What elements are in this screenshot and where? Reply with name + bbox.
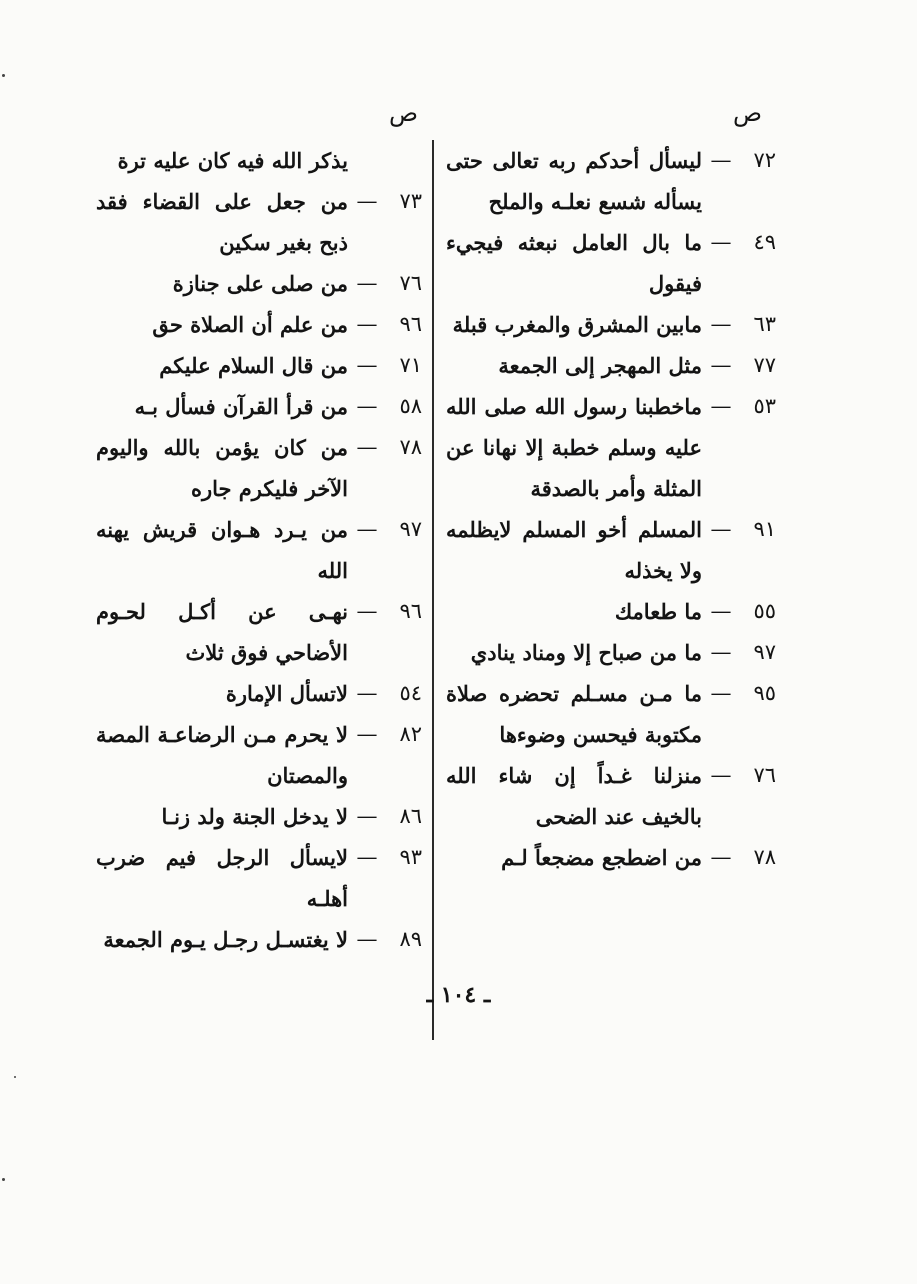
entry-text: ما طعامك — [614, 599, 702, 624]
index-entry — [96, 263, 422, 304]
index-entry — [446, 837, 776, 878]
entry-text: من كان يؤمن بالله واليوم الآخر فليكرم جاره — [96, 435, 348, 501]
entry-dash: — — [356, 681, 378, 705]
entry-page-number: ٨٩ — [399, 927, 422, 951]
left-column — [96, 140, 422, 960]
entry-dash: — — [356, 722, 378, 746]
entry-text: نهـى عن أكـل لحـوم الأضاحي فوق ثلاث — [96, 599, 348, 665]
index-entry — [446, 509, 776, 591]
entry-dash: — — [710, 517, 732, 541]
index-entry — [446, 673, 776, 755]
entry-text: من اضطجع مضجعاً لـم — [501, 845, 702, 870]
entry-dash: — — [356, 312, 378, 336]
entry-dash: — — [710, 599, 732, 623]
entry-page-number: ٩٧ — [399, 517, 422, 541]
entry-page-number: ٩٦ — [399, 312, 422, 336]
entry-text: من قال السلام عليكم — [159, 353, 348, 378]
entry-page-number: ٦٣ — [753, 312, 776, 336]
index-entry — [96, 591, 422, 673]
index-entry — [96, 427, 422, 509]
entry-text: ما مـن مسـلم تحضره صلاة مكتوبة فيحسن وضوءها — [446, 681, 702, 747]
entry-page-number: ٧٦ — [753, 763, 776, 787]
index-entry — [446, 222, 776, 304]
entry-text: ماخطبنا رسول الله صلى الله عليه وسلم خطبة إلا نهانا عن المثلة وأمر بالصدقة — [446, 394, 702, 501]
index-entry — [446, 345, 776, 386]
index-entry — [446, 632, 776, 673]
index-entry — [446, 304, 776, 345]
index-entry — [96, 673, 422, 714]
index-entry — [96, 837, 422, 919]
entry-page-number: ٩٦ — [399, 599, 422, 623]
entry-text: منزلنا غـداً إن شاء الله بالخيف عند الضحى — [446, 763, 702, 829]
scan-speck — [14, 1076, 16, 1078]
entry-page-number: ٥٤ — [399, 681, 422, 705]
entry-text: من صلى على جنازة — [172, 271, 348, 296]
entry-text: مثل المهجر إلى الجمعة — [498, 353, 702, 378]
entry-dash: — — [356, 271, 378, 295]
entry-dash: — — [356, 927, 378, 951]
entry-page-number: ٧٦ — [399, 271, 422, 295]
entry-dash: — — [356, 599, 378, 623]
entry-text: ما من صباح إلا ومناد ينادي — [470, 640, 702, 665]
page-number: ـ ١٠٤ ـ — [426, 982, 491, 1008]
entry-dash: — — [710, 312, 732, 336]
entry-text: من قرأ القرآن فسأل بـه — [134, 394, 348, 419]
entry-dash: — — [710, 353, 732, 377]
entry-text: مابين المشرق والمغرب قبلة — [452, 312, 702, 337]
index-entry — [446, 386, 776, 509]
entry-dash: — — [356, 804, 378, 828]
entry-page-number: ٩١ — [753, 517, 776, 541]
entry-dash: — — [356, 189, 378, 213]
entry-text: ليسأل أحدكم ربه تعالى حتى يسأله شسع نعلـه والملح — [446, 148, 702, 214]
index-entry — [96, 181, 422, 263]
entry-dash: — — [710, 845, 732, 869]
entry-dash: — — [356, 435, 378, 459]
entry-page-number: ٩٧ — [753, 640, 776, 664]
entry-dash: — — [356, 394, 378, 418]
entry-page-number: ٨٢ — [399, 722, 422, 746]
index-entry — [96, 345, 422, 386]
scan-speck — [2, 74, 5, 77]
right-column — [446, 140, 776, 878]
index-entry — [96, 140, 422, 181]
right-column-mark: ص — [732, 99, 762, 127]
index-entry — [96, 304, 422, 345]
column-divider — [432, 140, 434, 1040]
entry-text: من يـرد هـوان قريش يهنه الله — [96, 517, 348, 583]
index-entry — [96, 386, 422, 427]
entry-page-number: ٧٨ — [399, 435, 422, 459]
entry-text: لا يحرم مـن الرضاعـة المصة والمصتان — [96, 722, 348, 788]
entry-text: لا يغتسـل رجـل يـوم الجمعة — [103, 927, 348, 952]
entry-dash: — — [356, 353, 378, 377]
entry-dash: — — [710, 640, 732, 664]
entry-page-number: ٤٩ — [753, 230, 776, 254]
entry-page-number: ٥٨ — [399, 394, 422, 418]
entry-text: من علم أن الصلاة حق — [152, 312, 348, 337]
entry-text: لايسأل الرجل فيم ضرب أهلـه — [96, 845, 348, 911]
entry-text: لا يدخل الجنة ولد زنـا — [161, 804, 348, 829]
entry-dash: — — [710, 148, 732, 172]
entry-dash: — — [710, 763, 732, 787]
entry-page-number: ٥٥ — [753, 599, 776, 623]
entry-text: لاتسأل الإمارة — [225, 681, 348, 706]
entry-page-number: ٥٣ — [753, 394, 776, 418]
index-entry — [446, 140, 776, 222]
index-entry — [96, 509, 422, 591]
left-column-mark: ص — [388, 99, 418, 127]
entry-page-number: ٧٨ — [753, 845, 776, 869]
entry-text: ما بال العامل نبعثه فيجيء فيقول — [446, 230, 702, 296]
entry-page-number: ٩٥ — [753, 681, 776, 705]
index-entry — [446, 591, 776, 632]
entry-dash: — — [356, 845, 378, 869]
index-entry — [96, 919, 422, 960]
entry-dash: — — [710, 394, 732, 418]
index-entry — [96, 714, 422, 796]
entry-dash: — — [710, 681, 732, 705]
entry-page-number: ٩٣ — [399, 845, 422, 869]
entry-dash: — — [356, 517, 378, 541]
entry-page-number: ٧٧ — [753, 353, 776, 377]
entry-text: المسلم أخو المسلم لايظلمه ولا يخذله — [446, 517, 702, 583]
entry-dash: — — [710, 230, 732, 254]
index-entry — [96, 796, 422, 837]
entry-page-number: ٧٢ — [753, 148, 776, 172]
entry-text: من جعل على القضاء فقد ذبح بغير سكين — [96, 189, 348, 255]
index-entry — [446, 755, 776, 837]
scan-speck — [2, 1178, 5, 1181]
entry-page-number: ٧٣ — [399, 189, 422, 213]
entry-page-number: ٧١ — [399, 353, 422, 377]
entry-text: يذكر الله فيه كان عليه ترة — [117, 148, 348, 173]
entry-page-number: ٨٦ — [399, 804, 422, 828]
